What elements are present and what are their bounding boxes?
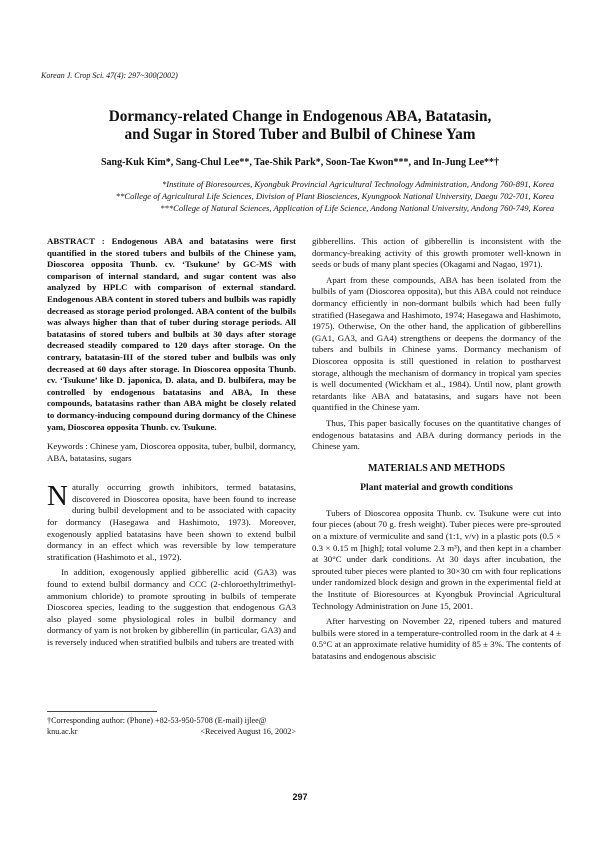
intro-paragraph-2: In addition, exogenously applied gibberellic acid (GA3) was found to extend bulbil dormancy and CCC (2-chloroethyltrimethyl-ammonium chloride) to promote sprouting in bulbils of temperate Dioscorea species, leading to the suggestion that endogenous GA3 also played some physiological roles in bulbil dormancy and dormancy of yam is not broken by gibberellin (in particular, GA3) and is reversely induced when stratified bulbils and tubers are treated with: [47, 567, 296, 647]
affiliation-1: *Institute of Bioresources, Kyongbuk Provincial Agricultural Technology Administration, Andong 760-891, Korea: [161, 179, 554, 189]
footnote-email-domain: knu.ac.kr: [47, 727, 78, 736]
intro-paragraph-5: Thus, This paper basically focuses on the quantitative changes of endogenous batatasins and ABA during dormancy periods in the Chinese yam.: [312, 417, 561, 452]
methods-paragraph-2: After harvesting on November 22, ripened tubers and matured bulbils were stored in a temperature-controlled room in the dark at 4 ± 0.5°C at an approximate relative humidity of 85 ± 3%. The contents of batatasins and endogenous abscisic: [312, 616, 561, 661]
footnote-line-1: †Corresponding author: (Phone) +82-53-950-5708 (E-mail) ijlee@: [47, 716, 267, 725]
intro-paragraph-3: gibberellins. This action of gibberellin is inconsistent with the dormancy-breaking activity of this growth promoter well-known in seeds or buds of many plant species (Okagami and Nagao, 1971).: [312, 236, 561, 270]
received-date: <Received August 16, 2002>: [200, 727, 296, 736]
affiliation-2: **College of Agricultural Life Sciences, Division of Plant Biosciences, Kyungpook National University, Daegu 702-701, Korea: [115, 191, 554, 201]
footnote-divider: [47, 711, 157, 712]
paper-title: [40, 108, 560, 144]
footnote: [47, 715, 296, 737]
journal-citation: Korean J. Crop Sci. 47(4): 297~300(2002): [41, 71, 178, 80]
keywords: Keywords : Chinese yam, Dioscorea opposita, tuber, bulbil, dormancy, ABA, batatasins, sugars: [47, 441, 297, 463]
intro-paragraph-1-text: aturally occurring growth inhibitors, termed batatasins, discovered in Dioscorea oposita, have been found to increase during bulbil development and to be associated with capacity for dormancy (Hasegawa and Hashimoto, 1973). Moreover, exogenously applied batatasins have been shown to extend bulbil dormancy in an effect which was reversible by low temperature stratification (Hashimoto et al., 1972).: [47, 482, 296, 562]
affiliation-3: ***College of Natural Sciences, Application of Life Science, Andong National University, Andong 760-749, Korea: [160, 203, 554, 213]
author-list: Sang-Kuk Kim*, Sang-Chul Lee**, Tae-Shik Park*, Soon-Tae Kwon***, and In-Jung Lee**†: [100, 157, 500, 168]
abstract: ABSTRACT : Endogenous ABA and batatasins were first quantified in the stored tubers and bulbils of the Chinese yam, Dioscorea opposita Thunb. cv. ‘Tsukune’ by GC-MS with comparison of internal standard, and sugar content was also analyzed by HPLC with comparison of external standard. Endogenous ABA content in stored tubers and bulbils was rapidly decreased as storage period prolonged. ABA content of the bulbils was always higher than that of tuber during storage periods. All batatasins of stored tubers and bulbils at 30 days after storage decreased steadily compared to 120 days after storage. On the contrary, batatasin-III of the stored tuber and bulbils was only decreased at 60 days after storage. In Dioscorea opposita Thunb. cv. ‘Tsukune’ like D. japonica, D. alata, and D. bulbifera, may be controlled by endogenous batatasins and ABA, In these compounds, batatasins rather than ABA might be closely related to dormancy-inducing compound during dormancy of the Chinese yam, Dioscorea opposita Thunb. cv. Tsukune.: [47, 236, 296, 432]
drop-cap: N: [47, 480, 68, 513]
right-column: [312, 236, 561, 667]
subsection-heading: Plant material and growth conditions: [360, 482, 513, 494]
left-column: [47, 236, 296, 653]
methods-paragraph-1: Tubers of Dioscorea opposita Thunb. cv. Tsukune were cut into four pieces (about 70 g. fresh weight). Tuber pieces were pre-sprouted on a mixture of vermiculite and sand (1:1, v/v) in a plastic pots (0.5 × 0.3 × 0.15 m [high]; total volume 2.3 m³), and then kept in a chamber at 30°C under dark conditions. At 30 days after incubation, the sprouted tuber pieces were planted to 30×30 cm with four replications under randomized block design and grown in the experimental field at the Institute of Bioresources at Kyongbuk Provincial Agricultural Technology Administration on June 15, 2001.: [312, 507, 561, 611]
title-line-1: Dormancy-related Change in Endogenous ABA, Batatasin,: [108, 108, 492, 125]
section-heading: MATERIALS AND METHODS: [367, 462, 506, 474]
intro-paragraph-1: [47, 482, 296, 563]
title-line-2: and Sugar in Stored Tuber and Bulbil of Chinese Yam: [124, 126, 476, 143]
intro-paragraph-4: Apart from these compounds, ABA has been isolated from the bulbils of yam (Dioscorea opposita), but this ABA could not reinduce dormancy efficiently in non-dormant bulbils which had been fully stratified (Hasegawa and Hashimoto, 1974; Hasegawa and Hashimoto, 1975). Otherwise, On the other hand, the application of gibberellins (GA1, GA3, and GA4) strengthens or deepens the dormancy of the tubers and bulbils in Chinese yams. Dormancy mechanism of Dioscorea opposita is still questioned in relation to postharvest storage, although the mechanism of dormancy in tropical yam species is well documented (Wickham et al., 1984). Until now, plant growth retardants like ABA and batatasins, and sugars have not been quantified in the Chinese yam.: [312, 274, 561, 413]
page-number: 297: [292, 792, 308, 802]
